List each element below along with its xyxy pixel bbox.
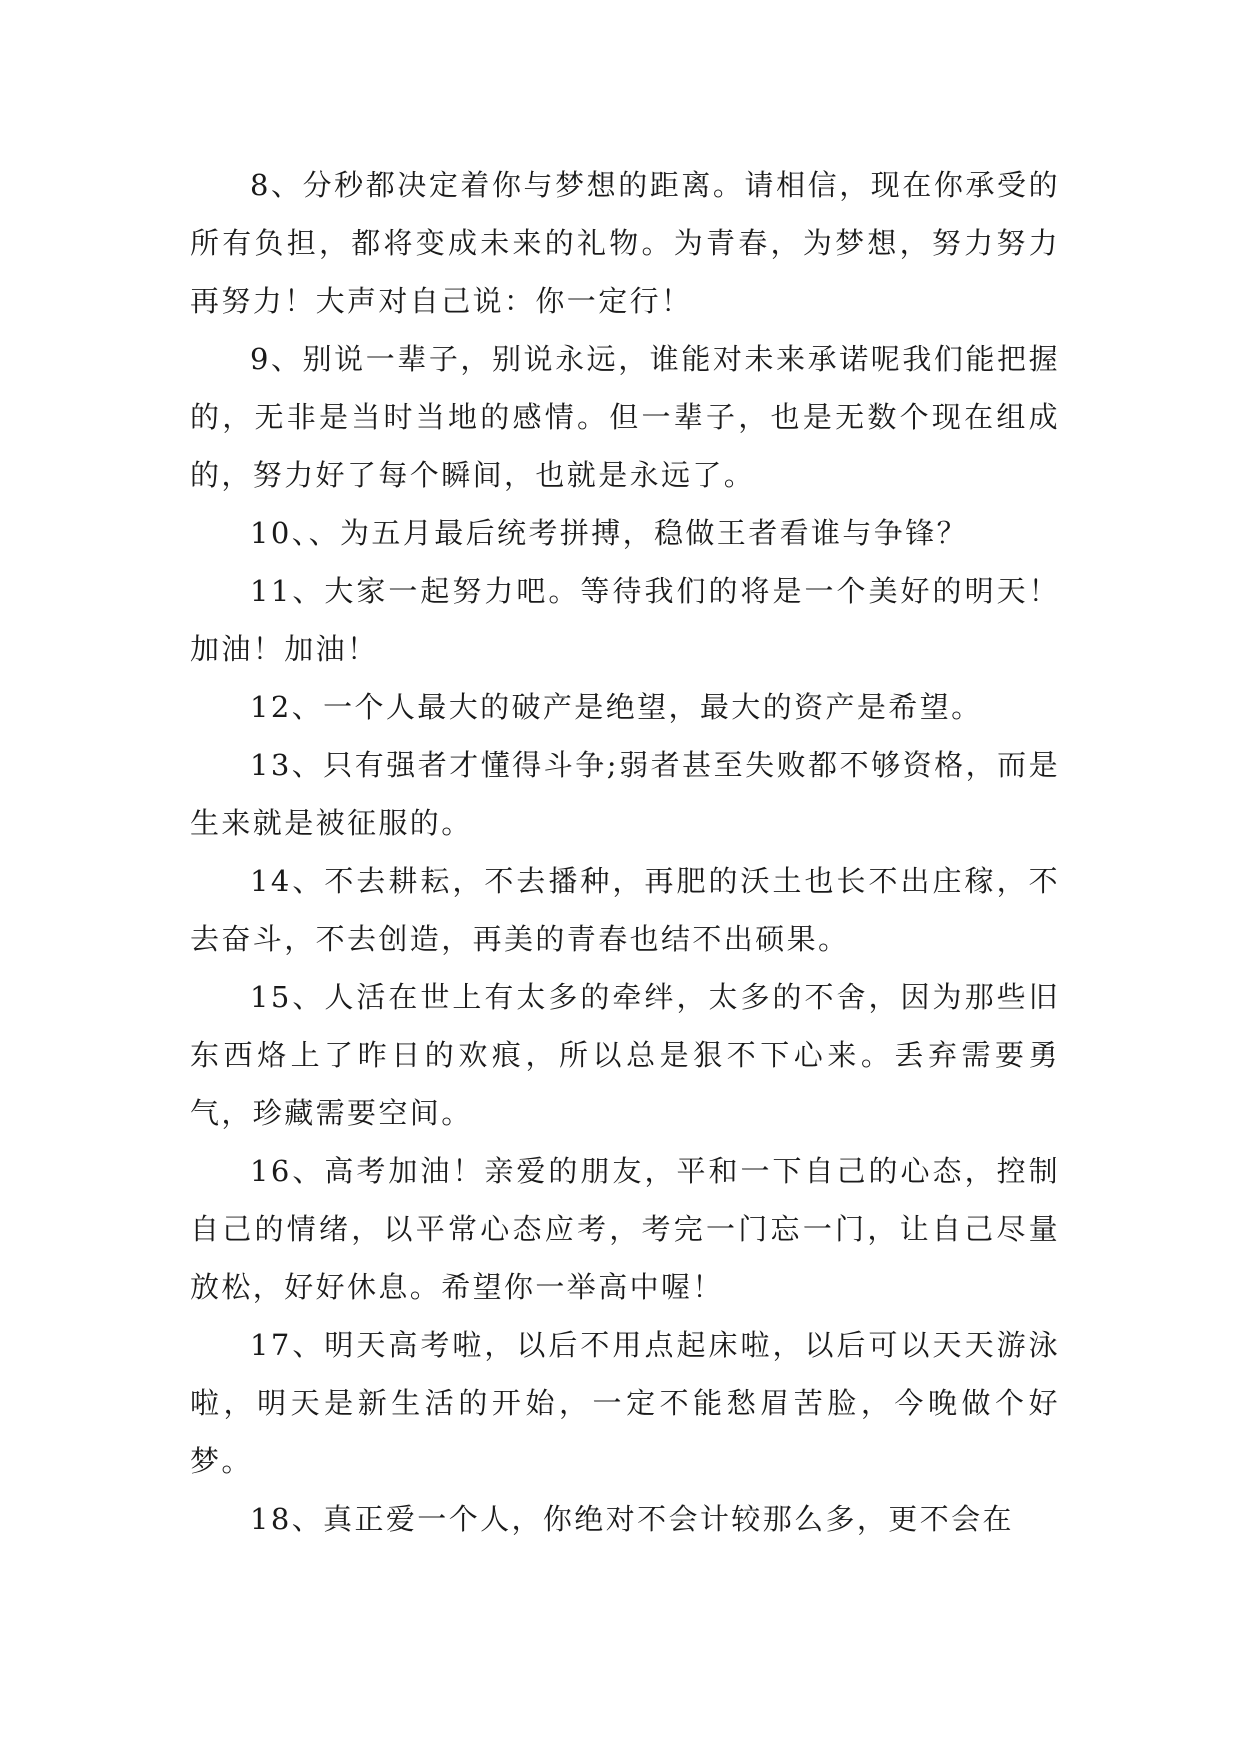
paragraph-8: 8、分秒都决定着你与梦想的距离。请相信，现在你承受的所有负担，都将变成未来的礼物。为青春，为梦想，努力努力再努力！大声对自己说：你一定行！ xyxy=(190,168,1060,318)
paragraph-12: 12、一个人最大的破产是绝望，最大的资产是希望。 xyxy=(250,690,983,724)
document-body xyxy=(190,156,1060,1548)
paragraph-17: 17、明天高考啦，以后不用点起床啦，以后可以天天游泳啦，明天是新生活的开始，一定不能愁眉苦脸，今晚做个好梦。 xyxy=(190,1328,1060,1478)
paragraph-15: 15、人活在世上有太多的牵绊，太多的不舍，因为那些旧东西烙上了昨日的欢痕，所以总是狠不下心来。丢弃需要勇气，珍藏需要空间。 xyxy=(190,980,1060,1130)
paragraph-18: 18、真正爱一个人，你绝对不会计较那么多，更不会在 xyxy=(250,1502,1014,1536)
paragraph-14: 14、不去耕耘，不去播种，再肥的沃土也长不出庄稼，不去奋斗，不去创造，再美的青春也结不出硕果。 xyxy=(190,864,1060,956)
paragraph-9: 9、别说一辈子，别说永远，谁能对未来承诺呢我们能把握的，无非是当时当地的感情。但一辈子，也是无数个现在组成的，努力好了每个瞬间，也就是永远了。 xyxy=(190,342,1060,492)
paragraph-16: 16、高考加油！亲爱的朋友，平和一下自己的心态，控制自己的情绪，以平常心态应考，考完一门忘一门，让自己尽量放松，好好休息。希望你一举高中喔！ xyxy=(190,1154,1060,1304)
paragraph-10: 10、、为五月最后统考拼搏，稳做王者看谁与争锋？ xyxy=(250,516,969,550)
paragraph-13: 13、只有强者才懂得斗争;弱者甚至失败都不够资格，而是生来就是被征服的。 xyxy=(190,748,1060,840)
paragraph-11: 11、大家一起努力吧。等待我们的将是一个美好的明天！加油！加油！ xyxy=(190,574,1060,666)
